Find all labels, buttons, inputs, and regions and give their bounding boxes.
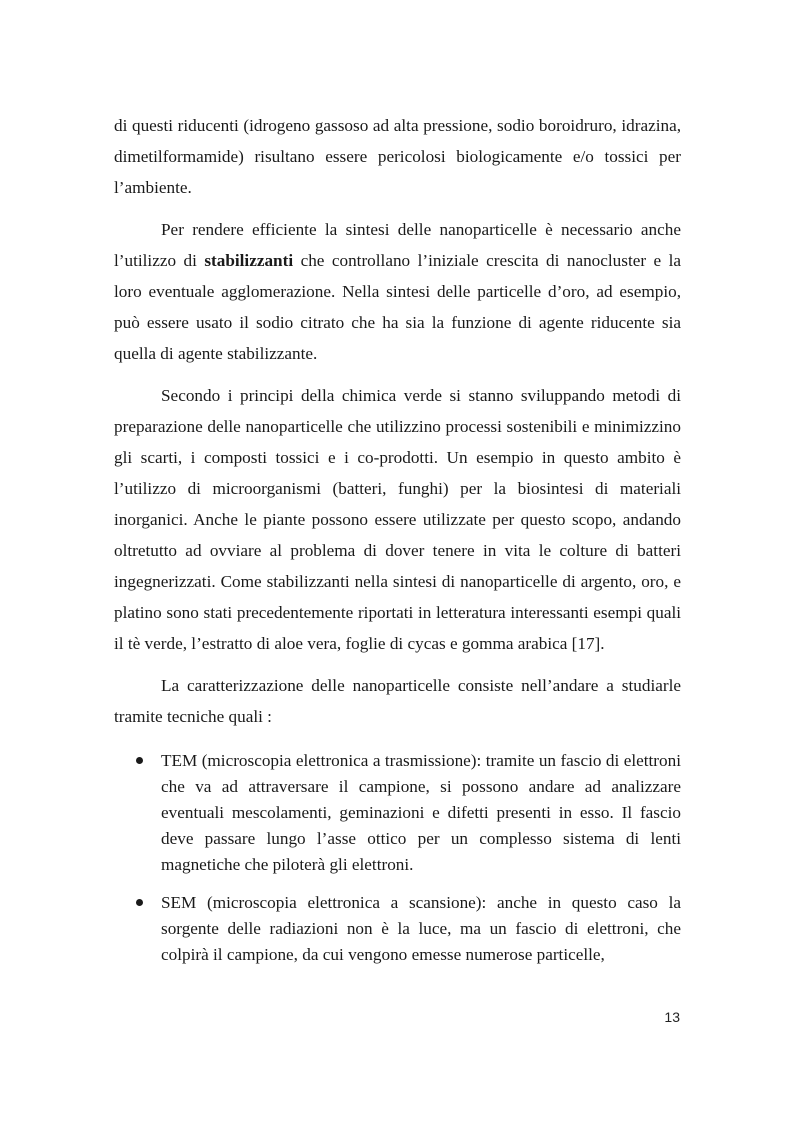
paragraph-4: La caratterizzazione delle nanoparticelle consiste nell’andare a studiarle tramite tecniche quali : bbox=[114, 676, 681, 726]
list-item-text: SEM (microscopia elettronica a scansione): anche in questo caso la sorgente delle radiazioni non è la luce, ma un fascio di elettroni, che colpirà il campione, da cui vengono emesse numerose particelle, bbox=[161, 893, 681, 964]
bullet-icon bbox=[136, 757, 143, 764]
stabilizzanti-term: stabilizzanti bbox=[204, 251, 294, 270]
list-item-text: TEM (microscopia elettronica a trasmissione): tramite un fascio di elettroni che va ad attraversare il campione, si possono andare ad analizzare eventuali mescolamenti, geminazioni e difetti presenti in esso. Il fascio deve passare lungo l’asse ottico per un complesso sistema di lenti magnetiche che piloterà gli elettroni. bbox=[161, 751, 681, 874]
techniques-list bbox=[114, 748, 681, 968]
paragraph-2 bbox=[114, 214, 681, 369]
body-text bbox=[114, 110, 681, 980]
paragraph-3: Secondo i principi della chimica verde si stanno sviluppando metodi di preparazione delle nanoparticelle che utilizzino processi sostenibili e minimizzino gli scarti, i composti tossici e i co-prodotti. Un esempio in questo ambito è l’utilizzo di microorganismi (batteri, funghi) per la biosintesi di materiali inorganici. Anche le piante possono essere utilizzate per questo scopo, andando oltretutto ad ovviare al problema di dover tenere in vita le colture di batteri ingegnerizzati. Come stabilizzanti nella sintesi di nanoparticelle di argento, oro, e platino sono stati precedentemente riportati in letteratura interessanti esempi quali il tè verde, l’estratto di aloe vera, foglie di cycas e gomma arabica [17]. bbox=[114, 386, 681, 653]
list-item-sem bbox=[114, 890, 681, 968]
list-item-tem bbox=[114, 748, 681, 878]
bullet-icon bbox=[136, 899, 143, 906]
paragraph-2-text-a: Per rendere efficiente la sintesi delle nanoparticelle è necessario anche l’utilizzo di bbox=[114, 220, 681, 270]
page-number: 13 bbox=[664, 1009, 680, 1025]
paragraph-2-text-b: che controllano l’iniziale crescita di nanocluster e la loro eventuale agglomerazione. Nella sintesi delle particelle d’oro, ad esempio, può essere usato il sodio citrato che ha sia la funzione di agente riducente sia quella di agente stabilizzante. bbox=[114, 251, 681, 363]
paragraph-1: di questi riducenti (idrogeno gassoso ad alta pressione, sodio boroidruro, idrazina, dimetilformamide) risultano essere pericolosi biologicamente e/o tossici per l’ambiente. bbox=[114, 116, 681, 197]
